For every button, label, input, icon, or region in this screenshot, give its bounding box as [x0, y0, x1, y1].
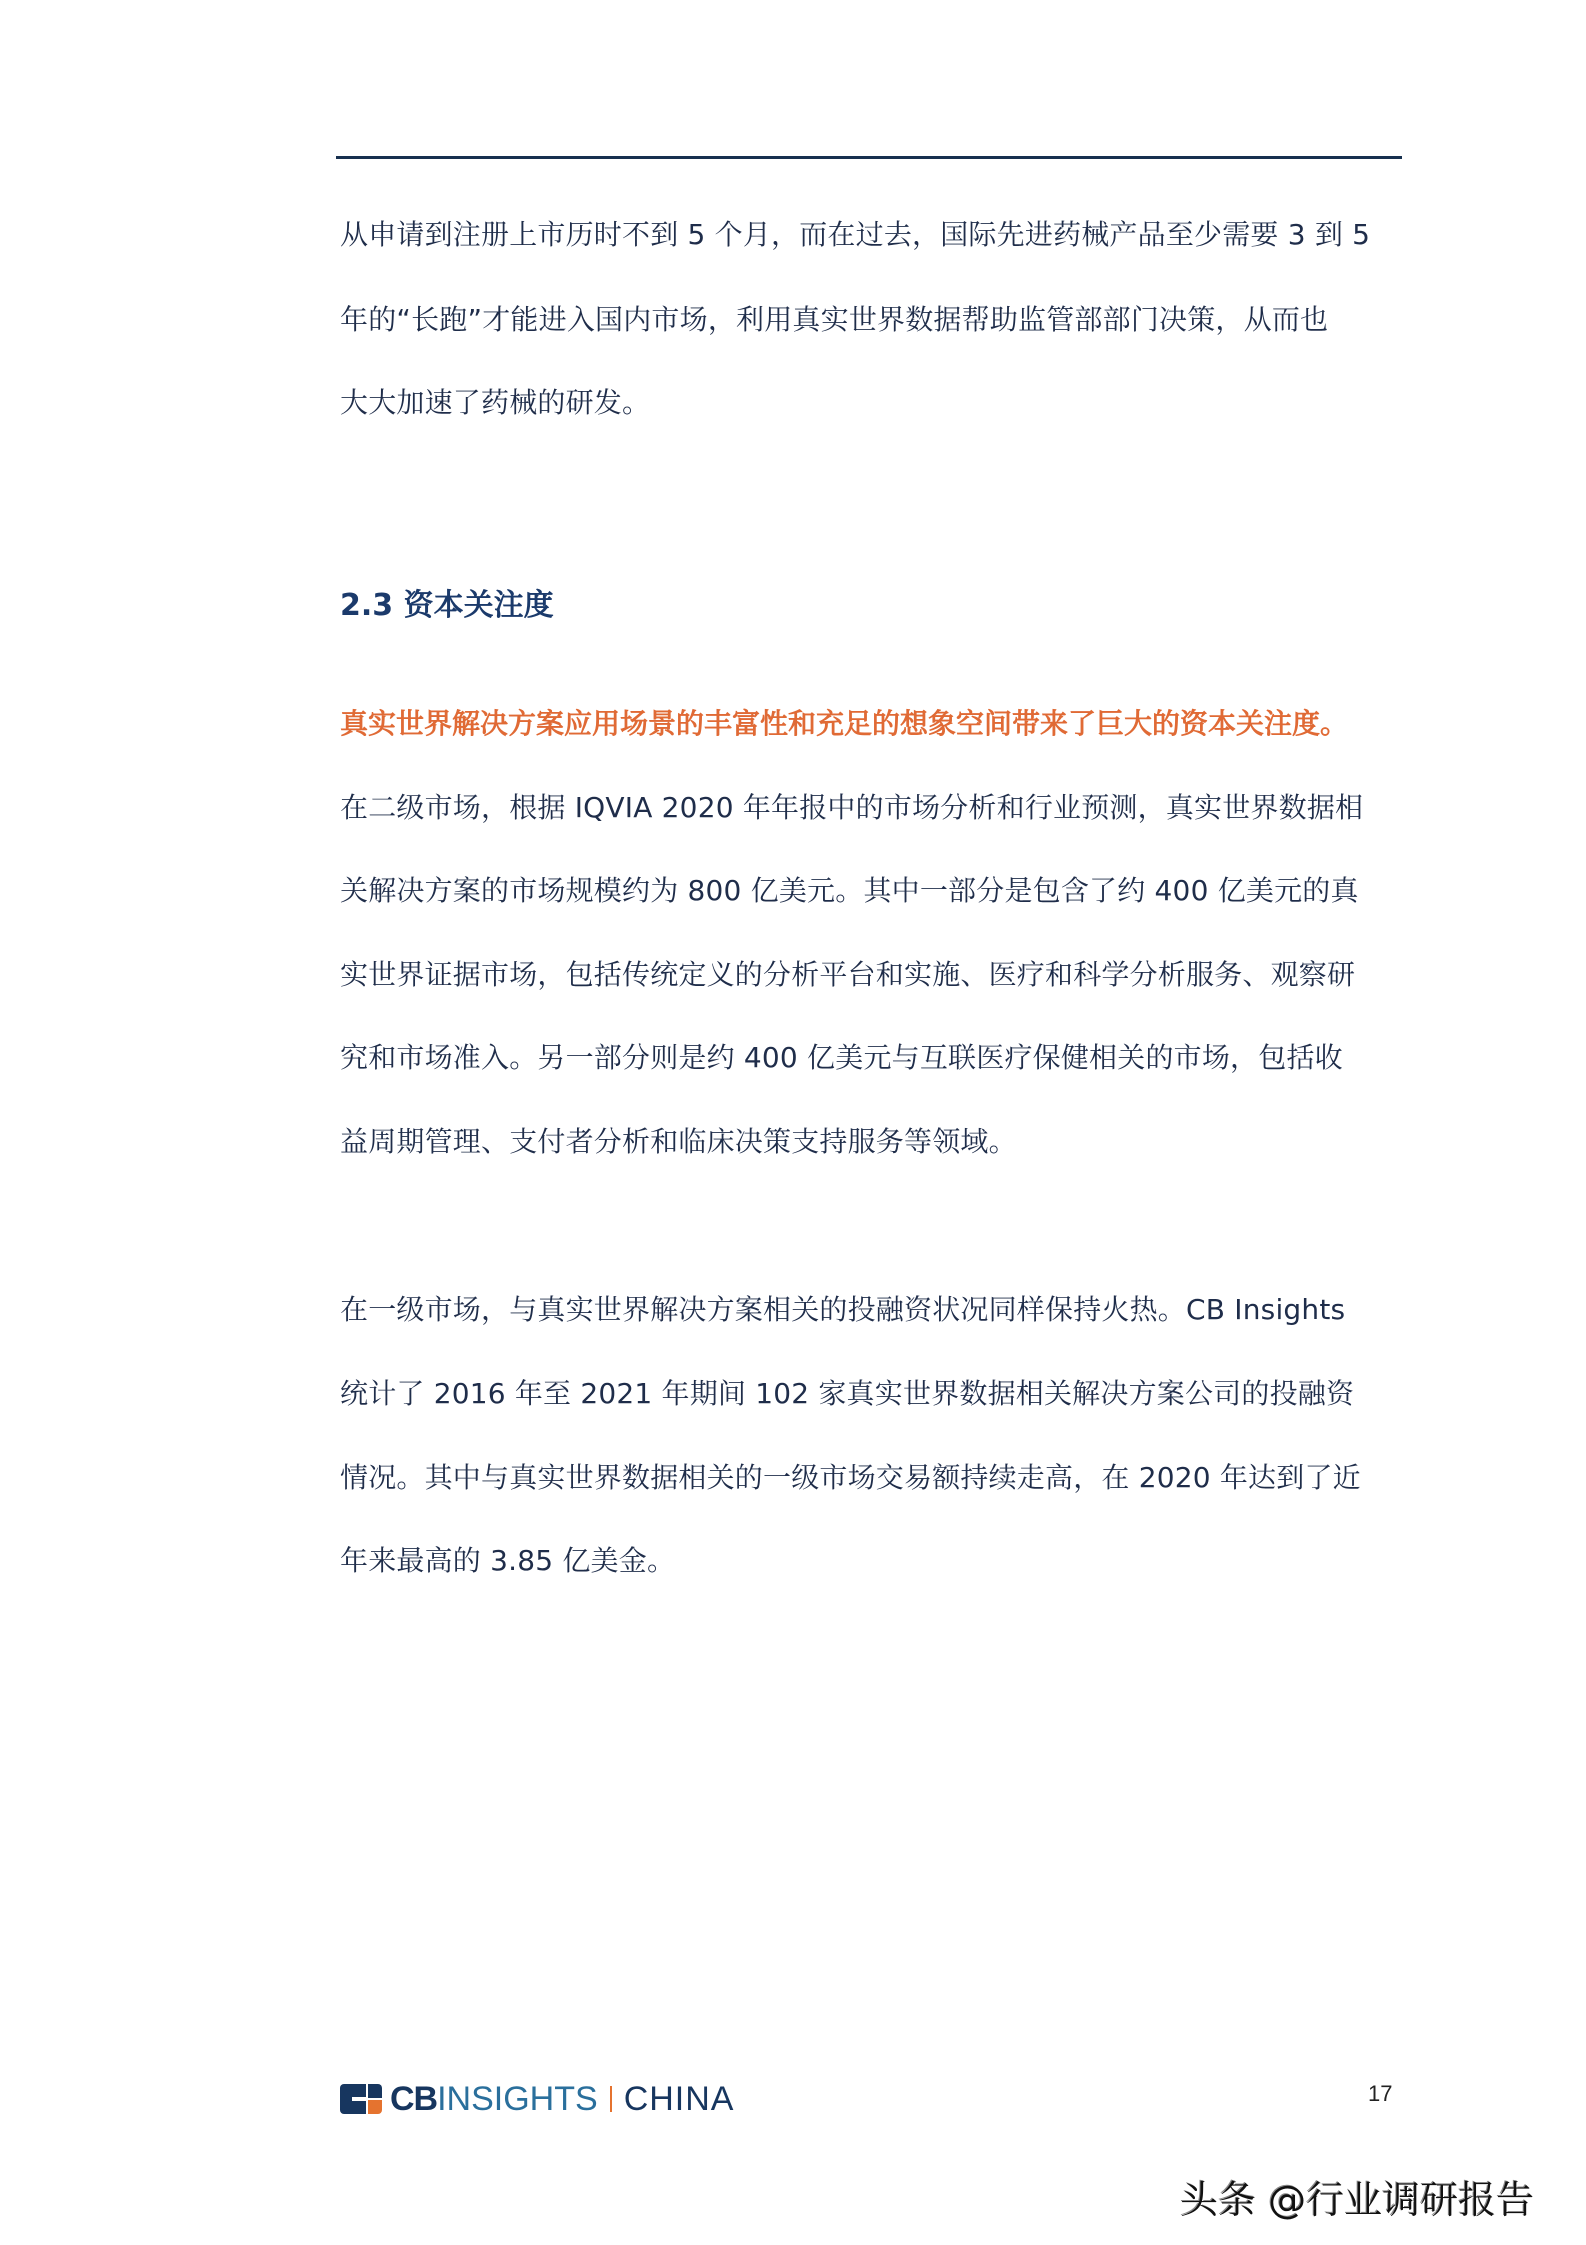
intro-line-1: 从申请到注册上市历时不到 5 个月，而在过去，国际先进药械产品至少需要 3 到 5 [340, 218, 1371, 251]
intro-line-3: 大大加速了药械的研发。 [340, 386, 651, 419]
cb-insights-logo-icon [340, 2084, 382, 2114]
page-number: 17 [1368, 2081, 1393, 2106]
secondary-market-line-1: 在二级市场，根据 IQVIA 2020 年年报中的市场分析和行业预测，真实世界数据相 [340, 791, 1364, 824]
highlight-sentence: 真实世界解决方案应用场景的丰富性和充足的想象空间带来了巨大的资本关注度。 [340, 707, 1349, 740]
logo-cb-text: CB [390, 2079, 438, 2118]
secondary-market-line-5: 益周期管理、支付者分析和临床决策支持服务等领域。 [340, 1125, 1017, 1158]
primary-market-line-4: 年来最高的 3.85 亿美金。 [340, 1544, 676, 1577]
secondary-market-line-3: 实世界证据市场，包括传统定义的分析平台和实施、医疗和科学分析服务、观察研 [340, 958, 1356, 991]
secondary-market-line-4: 究和市场准入。另一部分则是约 400 亿美元与互联医疗保健相关的市场，包括收 [340, 1041, 1343, 1074]
header-rule [336, 156, 1402, 159]
secondary-market-line-2: 关解决方案的市场规模约为 800 亿美元。其中一部分是包含了约 400 亿美元的真 [340, 874, 1359, 907]
primary-market-line-3: 情况。其中与真实世界数据相关的一级市场交易额持续走高，在 2020 年达到了近 [340, 1461, 1361, 1494]
logo-china-text: CHINA [623, 2079, 735, 2118]
section-heading: 2.3 资本关注度 [340, 588, 554, 623]
intro-line-2: 年的“长跑”才能进入国内市场，利用真实世界数据帮助监管部部门决策，从而也 [340, 303, 1329, 336]
watermark: 头条 @行业调研报告 [1180, 2178, 1535, 2222]
cb-insights-china-logo [340, 2079, 735, 2118]
primary-market-line-1: 在一级市场，与真实世界解决方案相关的投融资状况同样保持火热。CB Insights [340, 1293, 1346, 1326]
logo-insights-text: INSIGHTS [437, 2079, 598, 2118]
logo-separator [610, 2086, 612, 2112]
primary-market-line-2: 统计了 2016 年至 2021 年期间 102 家真实世界数据相关解决方案公司的投融资 [340, 1377, 1355, 1410]
